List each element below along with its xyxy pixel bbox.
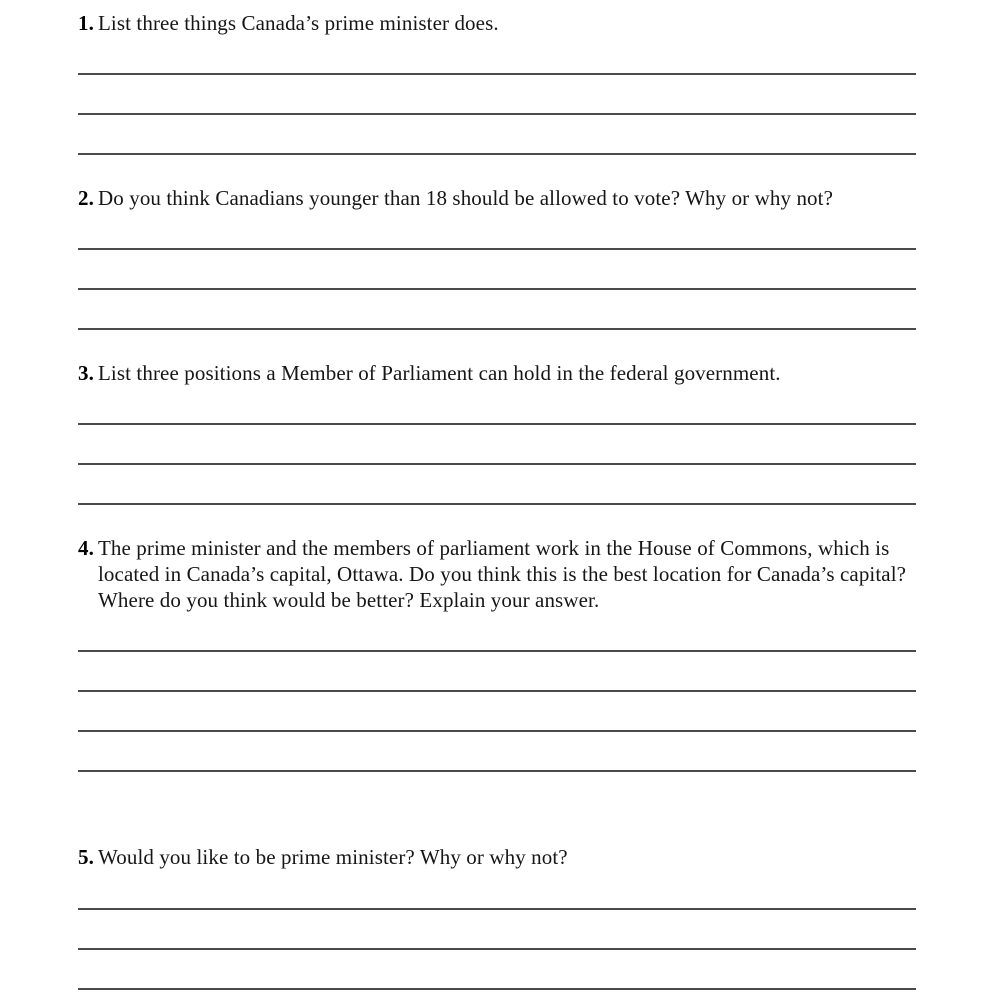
answer-write-line[interactable] bbox=[78, 463, 916, 465]
answer-write-line[interactable] bbox=[78, 690, 916, 692]
question-body-text: Do you think Canadians younger than 18 should be allowed to vote? Why or why not? bbox=[98, 186, 833, 210]
question-block-2 bbox=[78, 185, 916, 211]
question-block-3 bbox=[78, 360, 916, 386]
answer-write-line[interactable] bbox=[78, 248, 916, 250]
answer-write-line[interactable] bbox=[78, 650, 916, 652]
question-number: 1. bbox=[78, 11, 94, 35]
question-number: 2. bbox=[78, 186, 94, 210]
answer-write-line[interactable] bbox=[78, 423, 916, 425]
question-number: 5. bbox=[78, 845, 94, 869]
answer-write-line[interactable] bbox=[78, 948, 916, 950]
question-block-4 bbox=[78, 535, 916, 613]
question-block-1 bbox=[78, 10, 916, 36]
answer-write-line[interactable] bbox=[78, 770, 916, 772]
question-body-text: List three things Canada’s prime minister does. bbox=[98, 11, 499, 35]
question-block-5 bbox=[78, 844, 916, 870]
question-number: 3. bbox=[78, 361, 94, 385]
question-prompt bbox=[78, 844, 916, 870]
question-prompt bbox=[78, 10, 916, 36]
answer-write-line[interactable] bbox=[78, 503, 916, 505]
answer-write-line[interactable] bbox=[78, 113, 916, 115]
question-body-text: List three positions a Member of Parliament can hold in the federal government. bbox=[98, 361, 781, 385]
answer-write-line[interactable] bbox=[78, 73, 916, 75]
question-number: 4. bbox=[78, 536, 94, 560]
answer-write-line[interactable] bbox=[78, 153, 916, 155]
question-prompt bbox=[78, 185, 916, 211]
answer-write-line[interactable] bbox=[78, 328, 916, 330]
answer-write-line[interactable] bbox=[78, 288, 916, 290]
answer-write-line[interactable] bbox=[78, 730, 916, 732]
question-body-text: The prime minister and the members of parliament work in the House of Commons, which is located in Canada’s capital, Ottawa. Do you think this is the best location for Canada’s capital? Where do you think would be better? Explain your answer. bbox=[98, 536, 907, 612]
question-prompt bbox=[78, 535, 916, 613]
answer-write-line[interactable] bbox=[78, 988, 916, 990]
answer-write-line[interactable] bbox=[78, 908, 916, 910]
question-body-text: Would you like to be prime minister? Why or why not? bbox=[98, 845, 568, 869]
question-prompt bbox=[78, 360, 916, 386]
